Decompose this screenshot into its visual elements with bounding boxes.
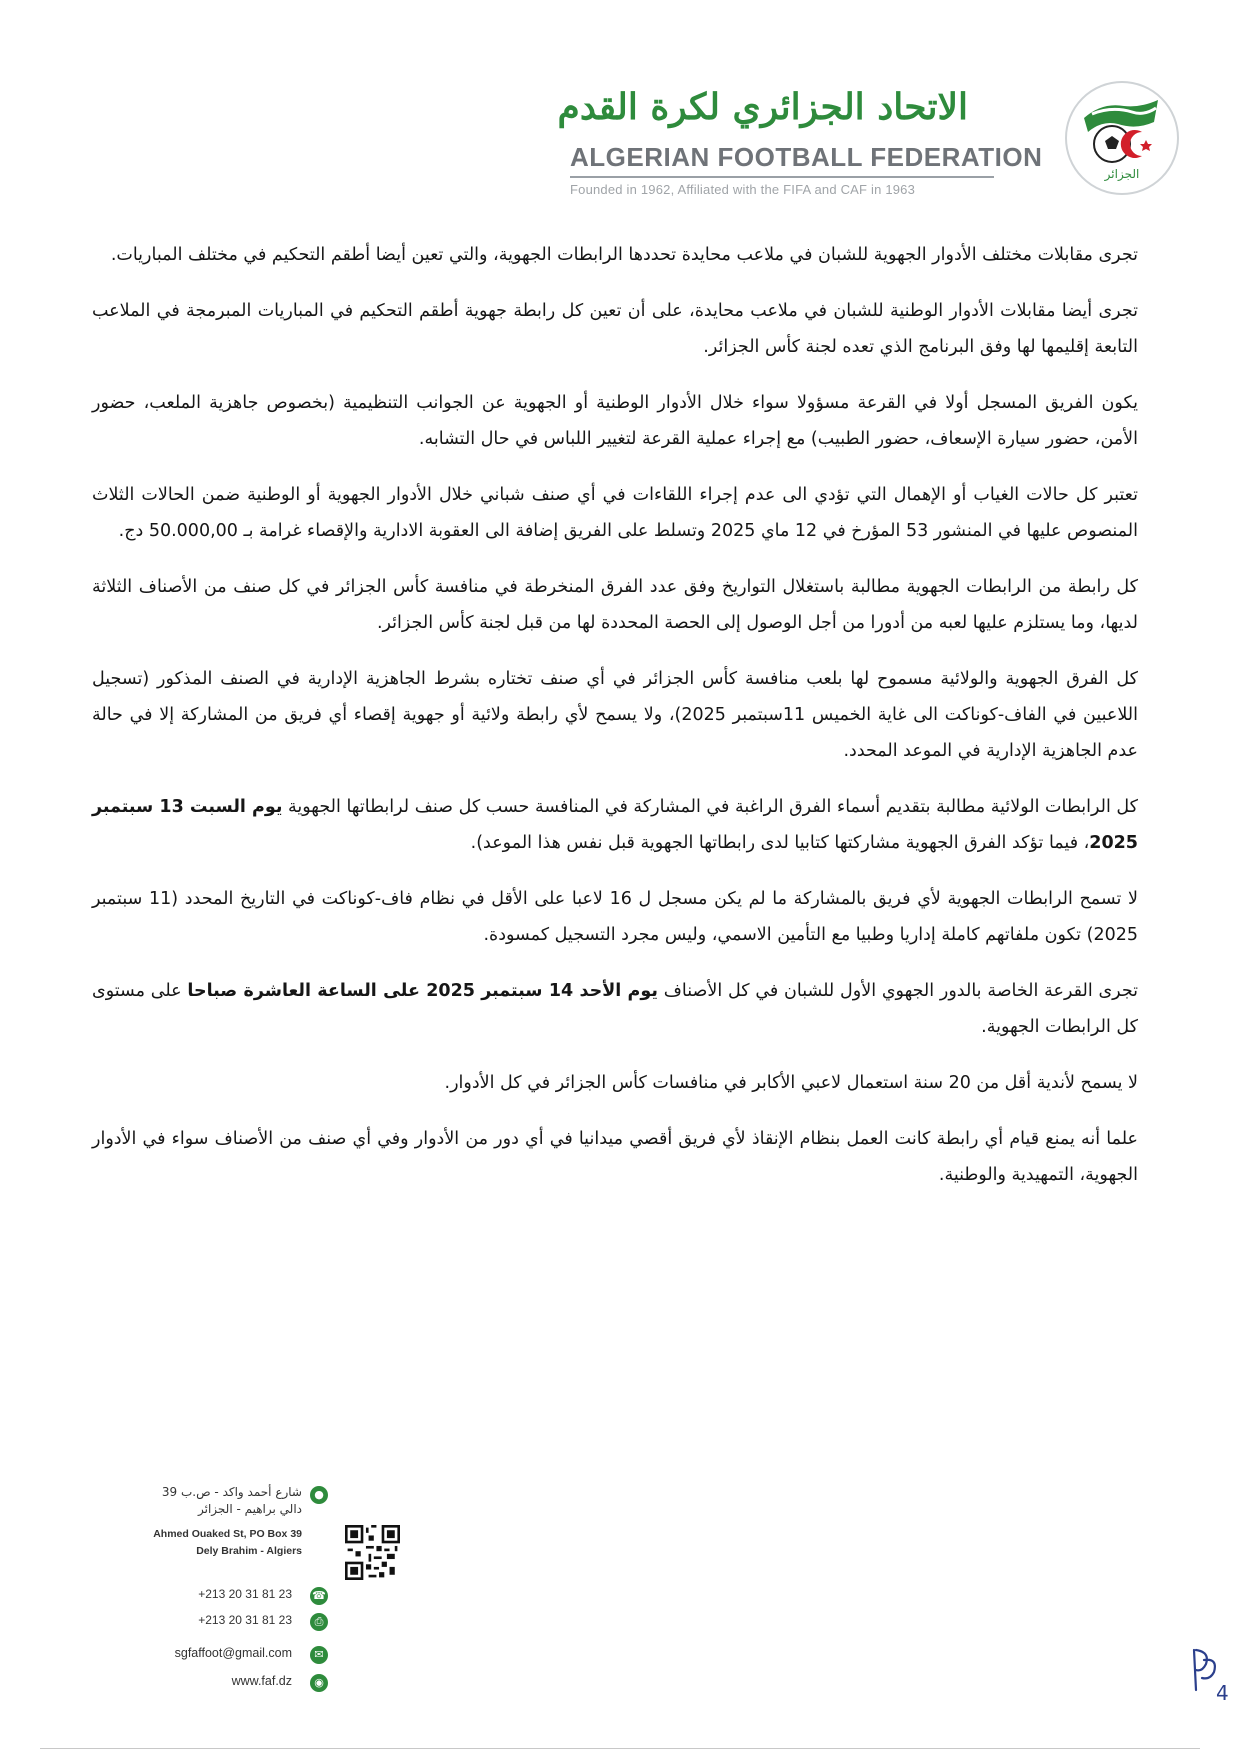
- federation-subtitle: Founded in 1962, Affiliated with the FIFA and CAF in 1963: [570, 182, 916, 197]
- paragraph: لا يسمح لأندية أقل من 20 سنة استعمال لاعبي الأكابر في منافسات كأس الجزائر في كل الأدوار.: [444, 1073, 1138, 1093]
- email-icon: ✉: [310, 1646, 328, 1664]
- header-divider: [570, 176, 994, 178]
- handwritten-initials: [1184, 1642, 1232, 1704]
- paragraph-text: على مستوى كل الرابطات الجهوية.: [92, 981, 1138, 1037]
- qr-code: [345, 1525, 400, 1580]
- address-english-line2: Dely Brahim - Algiers: [196, 1545, 302, 1557]
- footer-divider: [40, 1748, 1200, 1749]
- phone-icon: ☎: [310, 1587, 328, 1605]
- paragraph-text: كل الرابطات الولائية مطالبة بتقديم أسماء الفرق الراغبة في المشاركة في المنافسة حسب كل صنف لرابطاتها الجهوية: [282, 797, 1138, 817]
- paragraph-registration-deadline: [92, 789, 1138, 861]
- emblem-label: الجزائر: [1104, 167, 1140, 181]
- address-arabic-line2: دالي براهيم - الجزائر: [198, 1502, 302, 1516]
- initials-number: 4: [1216, 1681, 1229, 1704]
- document-body: [92, 237, 1138, 1213]
- paragraph: تعتبر كل حالات الغياب أو الإهمال التي تؤدي الى عدم إجراء اللقاءات في أي صنف شباني خلال الأدوار الجهوية أو الوطنية ضمن الحالات الثلاث المنصوص عليها في المنشور 53 المؤرخ في 12 ماي 2025 وتسلط على الفريق إضافة الى العقوبة الادارية والإقصاء غرامة بـ 50.000,00 دج.: [92, 485, 1138, 541]
- paragraph: يكون الفريق المسجل أولا في القرعة مسؤولا سواء خلال الأدوار الوطنية أو الجهوية عن الجوانب التنظيمية (بخصوص جاهزية الملعب، حضور الأمن، حضور سيارة الإسعاف، حضور الطبيب) مع إجراء عملية القرعة لتغيير اللباس في حال التشابه.: [92, 393, 1138, 449]
- federation-title-arabic: الاتحاد الجزائري لكرة القدم: [557, 86, 968, 128]
- paragraph: علما أنه يمنع قيام أي رابطة كانت العمل بنظام الإنقاذ لأي فريق أقصي ميدانيا في أي دور من الأدوار وفي أي صنف من الأصناف سواء في الأدوار الجهوية، التمهيدية والوطنية.: [92, 1129, 1138, 1185]
- address-arabic-line1: شارع أحمد واكد - ص.ب 39: [161, 1485, 302, 1499]
- paragraph-text: ، فيما تؤكد الفرق الجهوية مشاركتها كتابيا لدى رابطاتها الجهوية قبل نفس هذا الموعد).: [470, 833, 1090, 853]
- paragraph: كل الفرق الجهوية والولائية مسموح لها بلعب منافسة كأس الجزائر في أي صنف تختاره بشرط الجاهزية الإدارية في الصنف المذكور (تسجيل اللاعبين في الفاف-كوناكت الى غاية الخميس 11سبتمبر 2025)، ولا يسمح لأي رابطة ولائية أو جهوية إقصاء أي فريق من المشاركة إلا في حالة عدم الجاهزية الإدارية في الموعد المحدد.: [92, 669, 1138, 761]
- draw-date: يوم الأحد 14 سبتمبر 2025 على الساعة العاشرة صباحا: [187, 981, 658, 1001]
- phone-number[interactable]: +213 20 31 81 23: [198, 1587, 292, 1601]
- globe-icon: ◉: [310, 1674, 328, 1692]
- fax-number[interactable]: +213 20 31 81 23: [198, 1613, 292, 1627]
- faf-emblem-logo: [1062, 78, 1182, 198]
- deadline-date: يوم السبت 13 سبتمبر 2025: [92, 797, 1138, 853]
- federation-title-english: ALGERIAN FOOTBALL FEDERATION: [570, 142, 1043, 172]
- paragraph: تجرى مقابلات مختلف الأدوار الجهوية للشبان في ملاعب محايدة تحددها الرابطات الجهوية، والتي تعين أيضا أطقم التحكيم في مختلف المباريات.: [110, 245, 1138, 265]
- paragraph: كل رابطة من الرابطات الجهوية مطالبة باستغلال التواريخ وفق عدد الفرق المنخرطة في منافسة كأس الجزائر في كل صنف من الأصناف الثلاثة لديها، وما يستلزم عليها لعبه من أدورا من أجل الوصول إلى الحصة المحددة لها من قبل لجنة كأس الجزائر.: [92, 577, 1138, 633]
- paragraph: تجرى أيضا مقابلات الأدوار الوطنية للشبان في ملاعب محايدة، على أن تعين كل رابطة جهوية أطقم التحكيم في المباريات المبرمجة في الملاعب التابعة إقليمها لها وفق البرنامج الذي تعده لجنة كأس الجزائر.: [92, 301, 1138, 357]
- paragraph-draw-date: [92, 973, 1138, 1045]
- fax-icon: ⎙: [310, 1613, 328, 1631]
- paragraph: لا تسمح الرابطات الجهوية لأي فريق بالمشاركة ما لم يكن مسجل ل 16 لاعبا على الأقل في نظام فاف-كوناكت في التاريخ المحدد (11 سبتمبر 2025) تكون ملفاتهم كاملة إداريا وطبيا مع التأمين الاسمي، وليس مجرد التسجيل كمسودة.: [92, 889, 1139, 945]
- letterhead: [520, 80, 1140, 210]
- website-link[interactable]: www.faf.dz: [231, 1674, 292, 1688]
- email-address[interactable]: sgfaffoot@gmail.com: [174, 1646, 292, 1660]
- location-pin-icon: ●: [310, 1486, 328, 1504]
- address-english-line1: Ahmed Ouaked St, PO Box 39: [153, 1528, 302, 1540]
- paragraph-text: تجرى القرعة الخاصة بالدور الجهوي الأول للشبان في كل الأصناف: [657, 981, 1138, 1001]
